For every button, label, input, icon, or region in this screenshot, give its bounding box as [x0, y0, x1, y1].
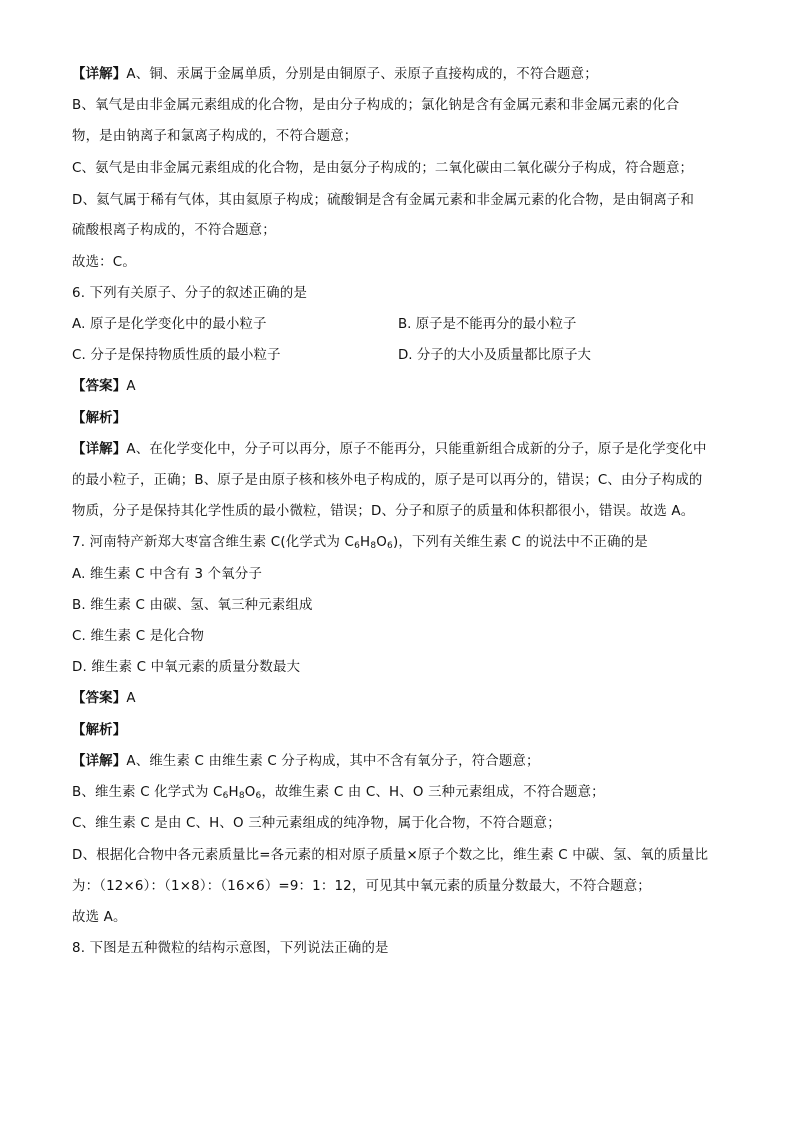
q6-option-d: D. 分子的大小及质量都比原子大 [398, 348, 591, 363]
q5-conclusion: 故选：C。 [72, 255, 136, 270]
q5-detail-line-5: D、氦气属于稀有气体，其由氦原子构成；硫酸铜是含有金属元素和非金属元素的化合物，是由铜离子和 [72, 193, 695, 208]
q7-detail-line-1: 【详解】A、维生素 C 由维生素 C 分子构成，其中不含有氧分子，符合题意； [72, 754, 540, 769]
q6-option-a: A. 原子是化学变化中的最小粒子 [72, 317, 267, 332]
q5-detail-line-4: C、氨气是由非金属元素组成的化合物，是由氨分子构成的；二氧化碳由二氧化碳分子构成，符合题意； [72, 161, 694, 176]
q7-detail-tag: 【详解】 [72, 754, 127, 769]
q6-detail-line-3: 物质，分子是保持其化学性质的最小微粒，错误；D、分子和原子的质量和体积都很小，错误。故选 A。 [72, 504, 695, 519]
q5-detail-line-3: 物，是由钠离子和氯离子构成的，不符合题意； [72, 129, 358, 144]
q7-answer [72, 690, 136, 708]
q7-detail-line-5: 为：（12×6）：（1×8）：（16×6）=9：1：12，可见其中氧元素的质量分数最大，不符合题意； [72, 879, 651, 894]
q7-detail-line-2: B、维生素 C 化学式为 $C_6H_8O_6$，故维生素 C 由 C、H、O 三种元素组成，不符合题意； [72, 785, 605, 801]
q7-option-d: D. 维生素 C 中氧元素的质量分数最大 [72, 660, 301, 675]
q7-formula: $_6H_8O_6$ [354, 535, 393, 551]
q7-detail-line-4: D、根据化合物中各元素质量比=各元素的相对原子质量×原子个数之比，维生素 C 中碳、氢、氧的质量比 [72, 848, 709, 863]
q5-detail-line-2: B、氧气是由非金属元素组成的化合物，是由分子构成的；氯化钠是含有金属元素和非金属元素的化合 [72, 98, 680, 113]
q7-answer-value: A [126, 691, 136, 706]
q7-option-b: B. 维生素 C 由碳、氢、氧三种元素组成 [72, 598, 313, 613]
q5-detail-line-6: 硫酸根离子构成的，不符合题意； [72, 223, 276, 238]
q6-answer [72, 378, 136, 396]
q6-detail-line-2: 的最小粒子，正确；B、原子是由原子核和核外电子构成的，原子是可以再分的，错误；C、由分子构成的 [72, 473, 703, 488]
q7-detail-line-3: C、维生素 C 是由 C、H、O 三种元素组成的纯净物，属于化合物，不符合题意； [72, 816, 561, 831]
q6-option-b: B. 原子是不能再分的最小粒子 [398, 317, 577, 332]
q6-stem: 6. 下列有关原子、分子的叙述正确的是 [72, 286, 308, 301]
q6-answer-value: A [126, 379, 136, 394]
q7-analysis-tag: 【解析】 [72, 723, 127, 738]
q7-stem: 7. 河南特产新郑大枣富含维生素 C(化学式为 $C_6H_8O_6$)，下列有关维生素 C 的说法中不正确的是 [72, 535, 648, 551]
q8-stem: 8. 下图是五种微粒的结构示意图，下列说法正确的是 [72, 941, 389, 956]
q5-detail-tag: 【详解】 [72, 67, 127, 82]
q6-detail-tag: 【详解】 [72, 442, 127, 457]
q7-answer-tag: 【答案】 [72, 691, 127, 706]
q7-option-c: C. 维生素 C 是化合物 [72, 629, 205, 644]
q6-answer-tag: 【答案】 [72, 379, 127, 394]
q7-option-a: A. 维生素 C 中含有 3 个氧分子 [72, 567, 263, 582]
q7-conclusion: 故选 A。 [72, 910, 127, 925]
q7-detail-formula: $_6H_8O_6$ [222, 785, 262, 801]
q6-detail-line-1: 【详解】A、在化学变化中，分子可以再分，原子不能再分，只能重新组合成新的分子，原子是化学变化中 [72, 442, 707, 457]
q6-option-c: C. 分子是保持物质性质的最小粒子 [72, 348, 281, 363]
q5-detail-line-1: 【详解】A、铜、汞属于金属单质，分别是由铜原子、汞原子直接构成的，不符合题意； [72, 67, 598, 82]
q6-analysis-tag: 【解析】 [72, 411, 127, 426]
